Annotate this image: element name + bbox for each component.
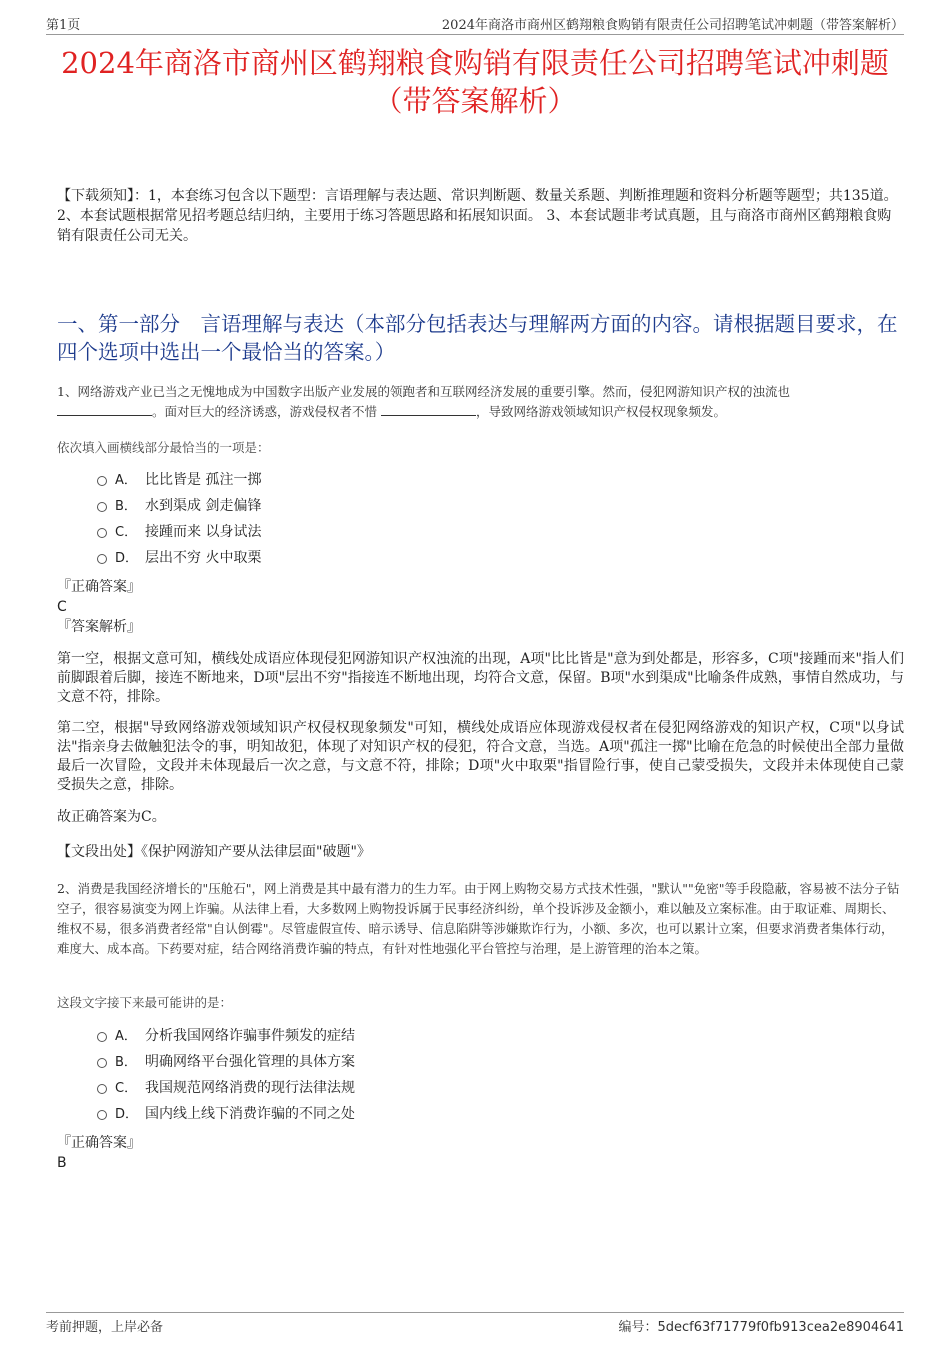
radio-icon[interactable] bbox=[97, 1058, 107, 1068]
radio-icon[interactable] bbox=[97, 476, 107, 486]
answer-value: B bbox=[57, 1155, 67, 1171]
document-code: 编号：5decf63f71779f0fb913cea2e8904641 bbox=[618, 1320, 904, 1335]
answer-label: 『正确答案』 bbox=[57, 579, 141, 595]
question-2-answer bbox=[57, 1133, 904, 1173]
answer-label: 『正确答案』 bbox=[57, 1135, 141, 1151]
option-d[interactable]: D． 国内线上线下消费诈骗的不同之处 bbox=[97, 1101, 355, 1127]
option-c[interactable]: C． 接踵而来 以身试法 bbox=[97, 519, 261, 545]
page-number: 第1页 bbox=[46, 18, 81, 33]
document-title: 2024年商洛市商州区鹤翔粮食购销有限责任公司招聘笔试冲刺题（带答案解析） bbox=[61, 46, 889, 118]
question-1-options bbox=[97, 467, 261, 571]
option-c[interactable]: C． 我国规范网络消费的现行法律法规 bbox=[97, 1075, 355, 1101]
radio-icon[interactable] bbox=[97, 1032, 107, 1042]
question-1-prompt: 依次填入画横线部分最恰当的一项是： bbox=[57, 440, 270, 455]
question-2-prompt: 这段文字接下来最可能讲的是： bbox=[57, 995, 233, 1010]
source-citation: 【文段出处】《保护网游知产要从法律层面"破题"》 bbox=[57, 844, 371, 860]
answer-blank bbox=[381, 403, 476, 416]
section-title: 一、第一部分 言语理解与表达（本部分包括表达与理解两方面的内容。请根据题目要求，在四个选项中选出一个最恰当的答案。） bbox=[57, 312, 898, 364]
analysis-label: 『答案解析』 bbox=[57, 619, 141, 635]
radio-icon[interactable] bbox=[97, 528, 107, 538]
analysis-conclusion: 故正确答案为C。 bbox=[57, 809, 166, 825]
option-b[interactable]: B． 水到渠成 剑走偏锋 bbox=[97, 493, 261, 519]
option-d[interactable]: D． 层出不穷 火中取栗 bbox=[97, 545, 261, 571]
option-a[interactable]: A． 比比皆是 孤注一掷 bbox=[97, 467, 261, 493]
header-doc-title: 2024年商洛市商州区鹤翔粮食购销有限责任公司招聘笔试冲刺题（带答案解析） bbox=[441, 18, 904, 33]
radio-icon[interactable] bbox=[97, 1084, 107, 1094]
question-2-options bbox=[97, 1023, 355, 1127]
analysis-paragraph-1: 第一空，根据文意可知，横线处成语应体现侵犯网游知识产权浊流的出现，A项"比比皆是"意为到处都是，形容多，C项"接踵而来"指人们前脚跟着后脚，接连不断地来，D项"层出不穷"指接连不断地出现，均符合文意，保留。B项"水到渠成"比喻条件成熟，事情自然成功，与文意不符，排除。 bbox=[57, 651, 904, 705]
option-a[interactable]: A． 分析我国网络诈骗事件频发的症结 bbox=[97, 1023, 355, 1049]
analysis-paragraph-2: 第二空，根据"导致网络游戏领域知识产权侵权现象频发"可知，横线处成语应体现游戏侵权者在侵犯网络游戏的知识产权，C项"以身试法"指亲身去做触犯法令的事，明知故犯，体现了对知识产权的侵犯，符合文意，当选。A项"孤注一掷"比喻在危急的时候使出全部力量做最后一次冒险，文段并未体现最后一次之意，与文意不符，排除；D项"火中取栗"指冒险行事，使自己蒙受损失，文段并未体现使自己蒙受损失之意，排除。 bbox=[57, 720, 904, 793]
answer-blank bbox=[57, 403, 152, 416]
footer-slogan: 考前押题，上岸必备 bbox=[46, 1320, 164, 1335]
question-1-text: 1、网络游戏产业已当之无愧地成为中国数字出版产业发展的领跑者和互联网经济发展的重要引擎。然而，侵犯网游知识产权的浊流也 。面对巨大的经济诱惑，游戏侵权者不惜 ，导致网络游戏领域知识产权侵权现象频发。 bbox=[57, 384, 790, 419]
radio-icon[interactable] bbox=[97, 554, 107, 564]
radio-icon[interactable] bbox=[97, 1110, 107, 1120]
radio-icon[interactable] bbox=[97, 502, 107, 512]
question-2-text: 2、消费是我国经济增长的"压舱石"，网上消费是其中最有潜力的生力军。由于网上购物交易方式技术性强，"默认""免密"等手段隐蔽，容易被不法分子钻空子，很容易演变为网上诈骗。从法律上看，大多数网上购物投诉属于民事经济纠纷，单个投诉涉及金额小，难以触及立案标准。由于取证难、周期长、维权不易，很多消费者经常"自认倒霉"。尽管虚假宣传、暗示诱导、信息陷阱等涉嫌欺诈行为，小额、多次，也可以累计立案，但要求消费者集体行动，难度大、成本高。下药要对症，结合网络消费诈骗的特点，有针对性地强化平台管控与治理，是上游管理的治本之策。 bbox=[57, 881, 900, 956]
option-b[interactable]: B． 明确网络平台强化管理的具体方案 bbox=[97, 1049, 355, 1075]
answer-value: C bbox=[57, 599, 67, 615]
question-1-answer bbox=[57, 577, 904, 637]
page-footer bbox=[46, 1312, 904, 1335]
download-notice: 【下载须知】：1，本套练习包含以下题型：言语理解与表达题、常识判断题、数量关系题、判断推理题和资料分析题等题型；共135道。 2、本套试题根据常见招考题总结归纳，主要用于练习答题思路和拓展知识面。 3、本套试题非考试真题，且与商洛市商州区鹤翔粮食购销有限责任公司无关。 bbox=[57, 188, 898, 244]
page-header bbox=[46, 14, 904, 35]
